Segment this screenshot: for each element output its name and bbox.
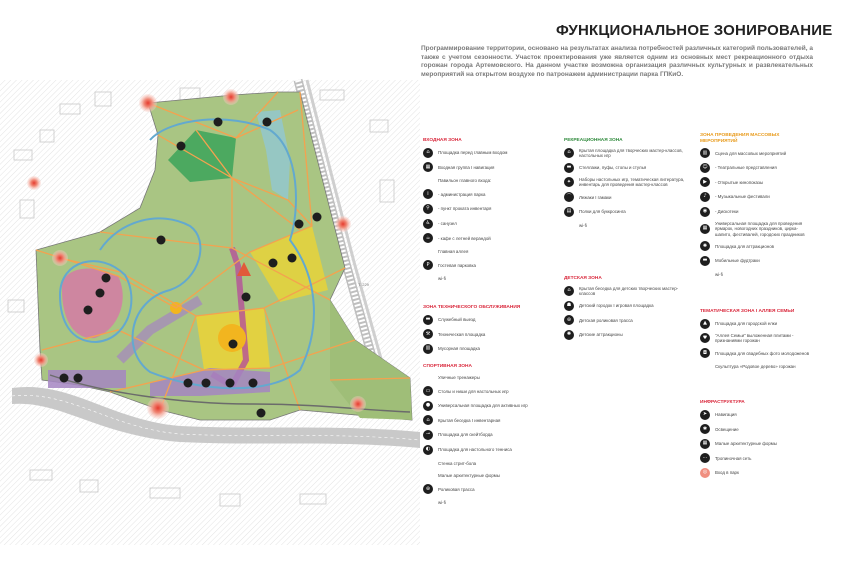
stage-icon: ▥ xyxy=(700,148,710,158)
legend-item-label: Гостевая парковка xyxy=(438,262,476,268)
legend-item-label: - администрация парка xyxy=(438,191,486,197)
legend-item-label: - кафе с летней верандой xyxy=(438,235,491,241)
lounger-icon: ⌒ xyxy=(564,192,574,202)
legend-item xyxy=(700,207,814,217)
legend-item xyxy=(700,468,814,478)
kids-roller-icon: ⊛ xyxy=(564,315,574,325)
legend-item xyxy=(423,219,561,229)
ride-icon: ✺ xyxy=(700,241,710,251)
legend-events-zone xyxy=(700,133,814,283)
legend-item-label: Павильон главного входа: xyxy=(438,178,492,184)
legend-item-label: Детский городок I игровая площадка xyxy=(579,302,654,308)
legend-item xyxy=(423,415,561,425)
legend-item xyxy=(423,233,561,243)
legend-item xyxy=(564,221,692,229)
legend-infra-title: ИНФРАСТРУКТУРА xyxy=(700,400,745,405)
legend-item-label: - Театральные представления xyxy=(715,165,777,171)
house-icon: ⌂ xyxy=(423,148,433,158)
legend-item-label: wi-fi xyxy=(438,500,446,506)
legend-item xyxy=(700,256,814,266)
light-icon: ✱ xyxy=(700,424,710,434)
legend-item-label: Главная аллея xyxy=(438,249,469,255)
legend-item xyxy=(423,484,561,494)
legend-item xyxy=(700,348,814,358)
legend-item-label: - Открытые кинопоказы xyxy=(715,179,764,185)
trash-icon: ▥ xyxy=(423,344,433,354)
legend-item-label: Площадка для аттракционов xyxy=(715,243,775,249)
tools-icon: ⚒ xyxy=(423,329,433,339)
legend-item xyxy=(423,189,561,199)
tree-icon: ▲ xyxy=(700,319,710,329)
legend-item xyxy=(700,148,814,158)
legend-item-label: wi-fi xyxy=(438,276,446,282)
legend-item xyxy=(423,148,561,158)
legend-item xyxy=(700,424,814,434)
legend-item-label: Роликовая трасса xyxy=(438,486,475,492)
masks-icon: ☺ xyxy=(700,163,710,173)
kids-gazebo-icon: ⌂ xyxy=(564,286,574,296)
legend-sport-title: СПОРТИВНАЯ ЗОНА xyxy=(423,364,472,369)
cinema-icon: ▶ xyxy=(700,177,710,187)
legend-item-label: Детская роликовая трасса xyxy=(579,317,633,323)
legend-item-label: - пункт проката инвентаря xyxy=(438,206,492,212)
playground-icon: ☗ xyxy=(564,301,574,311)
map-label-t229: Т. 229 xyxy=(358,282,369,287)
navigation-icon: ➤ xyxy=(700,410,710,420)
legend-item xyxy=(700,439,814,449)
legend-entrance-zone xyxy=(423,138,561,288)
legend-item-label: Служебный выезд xyxy=(438,316,476,322)
legend-item-label: wi-fi xyxy=(579,222,587,228)
legend-item-label: Полки для буккросинга xyxy=(579,209,626,215)
legend-item xyxy=(423,204,561,214)
legend-item-label: Крытая беседка для детских творческих мастер-классов xyxy=(579,285,679,296)
legend-infrastructure xyxy=(700,400,814,483)
legend-item xyxy=(423,499,561,507)
legend-item-label: "Аллея Семьи" выложенная плитами - признаниями горожан xyxy=(715,333,794,344)
legend-item-label: Навигация xyxy=(715,411,737,417)
legend-family-title: ТЕМАТИЧЕСКАЯ ЗОНА I АЛЛЕЯ СЕМЬИ xyxy=(700,309,795,314)
legend-item xyxy=(423,344,561,354)
parking-icon: P xyxy=(423,260,433,270)
photo-icon: ◘ xyxy=(700,348,710,358)
legend-sport-zone xyxy=(423,364,561,512)
legend-item xyxy=(423,430,561,440)
legend-item-label: Крытая беседка I инвентарная xyxy=(438,417,501,423)
legend-item-label: Площадка для скейтборда xyxy=(438,432,493,438)
info-icon: i xyxy=(423,189,433,199)
music-icon: ♪ xyxy=(700,192,710,202)
legend-item xyxy=(700,410,814,420)
legend-item-label: - Дискотеки xyxy=(715,208,739,214)
legend-item-label: Уличные тренажеры xyxy=(438,374,480,380)
legend-item xyxy=(564,207,692,217)
legend-item xyxy=(423,401,561,411)
pavilion-icon: ⌂ xyxy=(564,148,574,158)
truck-icon: ▬ xyxy=(423,315,433,325)
legend-item-label: - Музыкальные фестивали xyxy=(715,194,770,200)
family-icon: ♥ xyxy=(700,333,710,343)
legend-item-label: Освещение xyxy=(715,426,739,432)
path-icon: ⋯ xyxy=(700,453,710,463)
legend-item-label: Площадка для городской елки xyxy=(715,320,778,326)
legend-item xyxy=(700,221,814,237)
legend-item-label: Лежаки I гамаки xyxy=(579,194,612,200)
legend-item-label: Детские аттракционы xyxy=(579,332,623,338)
legend-item xyxy=(700,453,814,463)
carousel-icon: ✺ xyxy=(564,330,574,340)
legend-item xyxy=(564,163,692,173)
bike-icon: ⚲ xyxy=(423,204,433,214)
skate-icon: ⊸ xyxy=(423,430,433,440)
legend-item-label: Мобильные фудтраки xyxy=(715,258,760,264)
entry-icon: ◎ xyxy=(700,468,710,478)
legend-item-label: Стенка стрит-бола xyxy=(438,460,477,466)
legend-item xyxy=(423,374,561,382)
legend-item xyxy=(423,329,561,339)
bench-icon: ▬ xyxy=(564,163,574,173)
legend-item-label: Вход в парк xyxy=(715,470,739,476)
legend-item xyxy=(564,286,692,296)
legend-item-label: Площадка для настольного тенниса xyxy=(438,446,512,452)
legend-item xyxy=(700,319,814,329)
legend-item xyxy=(423,459,561,467)
roller-icon: ⊛ xyxy=(423,484,433,494)
legend-item xyxy=(423,177,561,185)
legend-family-zone xyxy=(700,309,814,375)
gate-icon: ▦ xyxy=(423,162,433,172)
legend-item-label: Мусорная площадка xyxy=(438,346,480,352)
legend-item xyxy=(423,248,561,256)
page-description: Программирование территории, основано на результатах анализа потребностей различных категорий пользователей, а также с учетом сезонности. Участок проектирования уже является одним из основных мест рекреационного отдыха горожан города Артемовского. На данном участке возможна организация различных культурных и развлекательных мероприятий на открытом воздухе по патронажем администрации парка ГПКиО. xyxy=(421,45,813,78)
legend-item-label: Входная группа I навигация xyxy=(438,164,495,170)
legend-item xyxy=(700,241,814,251)
legend-item xyxy=(700,192,814,202)
tennis-icon: ◐ xyxy=(423,445,433,455)
games-icon: ✦ xyxy=(564,177,574,187)
legend-item xyxy=(700,363,814,371)
legend-kids-title: ДЕТСКАЯ ЗОНА xyxy=(564,276,602,281)
maf-icon: ▦ xyxy=(700,439,710,449)
legend-item-label: Универсальная площадка для активных игр xyxy=(438,403,528,409)
book-icon: ▤ xyxy=(564,207,574,217)
toilet-icon: ♿ xyxy=(423,219,433,229)
legend-item-label: Стеллажи, пуфы, столы и стулья xyxy=(579,164,647,170)
legend-item xyxy=(700,177,814,187)
legend-entrance-title: ВХОДНАЯ ЗОНА xyxy=(423,138,462,143)
legend-item-label: Наборы настольных игр, тематическая литература, инвентарь для проведения мастер-классов xyxy=(579,177,685,188)
legend-item-label: Тропиночная сеть xyxy=(715,455,752,461)
legend-item-label: Площадка для свадебных фото молодоженов xyxy=(715,350,810,356)
legend-item xyxy=(564,330,692,340)
legend-technical-zone xyxy=(423,305,561,358)
legend-item xyxy=(423,445,561,455)
cafe-icon: ☕ xyxy=(423,233,433,243)
legend-item-label: Крытая площадка для творческих мастер-классов, настольных игр xyxy=(579,147,683,158)
ball-icon: ● xyxy=(423,401,433,411)
legend-item xyxy=(564,148,692,158)
legend-item-label: Сцена для массовых мероприятий xyxy=(715,150,787,156)
legend-item xyxy=(423,162,561,172)
legend-item-label: wi-fi xyxy=(715,271,723,277)
legend-item xyxy=(700,271,814,279)
legend-item-label: Столы и ниши для настольных игр xyxy=(438,388,509,394)
legend-item xyxy=(564,301,692,311)
disco-icon: ◉ xyxy=(700,207,710,217)
legend-item-label: Малые архитектурные формы xyxy=(438,473,500,479)
legend-recreation-zone xyxy=(564,138,692,234)
legend-item-label: Техническая площадка xyxy=(438,331,486,337)
legend-item-label: Малые архитектурные формы xyxy=(715,441,777,447)
legend-item xyxy=(423,275,561,283)
legend-technical-title: ЗОНА ТЕХНИЧЕСКОГО ОБСЛУЖИВАНИЯ xyxy=(423,305,521,310)
legend-item xyxy=(423,315,561,325)
legend-item xyxy=(700,333,814,343)
legend-item xyxy=(423,386,561,396)
legend-item xyxy=(423,472,561,480)
gazebo-icon: ⌂ xyxy=(423,415,433,425)
legend-item-label: Площадка перед главным входом xyxy=(438,149,508,155)
square-icon: ▦ xyxy=(700,224,710,234)
legend-recreation-title: РЕКРЕАЦИОННАЯ ЗОНА xyxy=(564,138,623,143)
legend-events-title: ЗОНА ПРОВЕДЕНИЯ МАССОВЫХ МЕРОПРИЯТИЙ xyxy=(700,133,780,144)
legend-item xyxy=(423,260,561,270)
legend-item-label: Скульптура «Родовое дерево» горожан xyxy=(715,364,796,370)
table-icon: ▭ xyxy=(423,386,433,396)
foodtruck-icon: ▬ xyxy=(700,256,710,266)
legend-item xyxy=(564,177,692,187)
page-title: ФУНКЦИОНАЛЬНОЕ ЗОНИРОВАНИЕ xyxy=(556,22,833,39)
legend-item xyxy=(564,315,692,325)
legend-kids-zone xyxy=(564,276,692,344)
legend-item-label: Универсальная площадка для проведения ярмарок, новогодних праздников, цирка-шапито, фестивалей, городских праздников xyxy=(715,221,805,237)
legend-item-label: - санузел xyxy=(438,220,457,226)
legend-item xyxy=(700,163,814,173)
legend-item xyxy=(564,192,692,202)
